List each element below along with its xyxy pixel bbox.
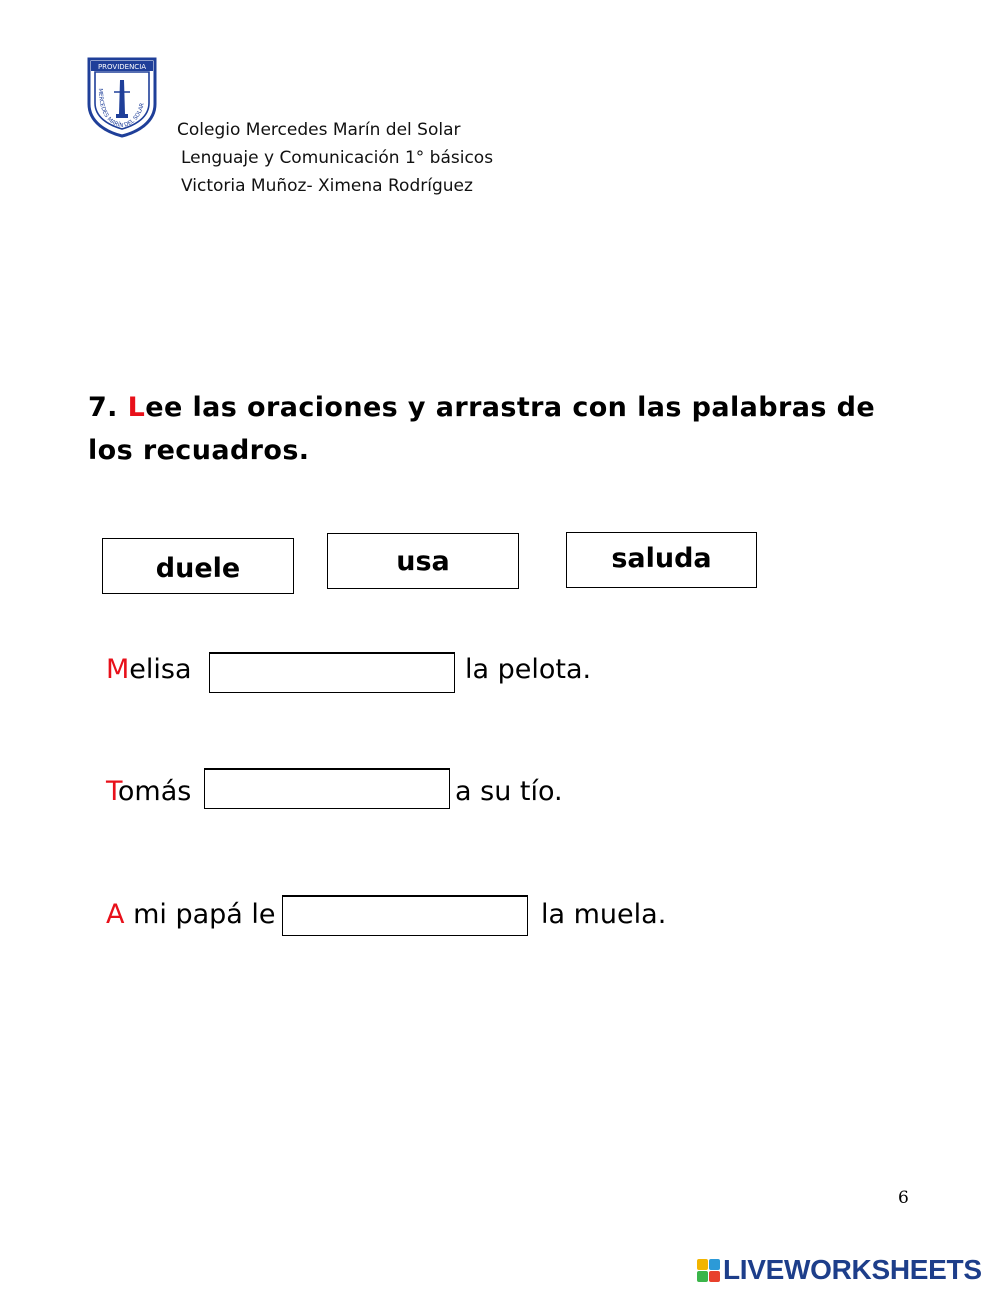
- word-option-saluda[interactable]: saluda: [566, 532, 757, 588]
- teachers-line: Victoria Muñoz- Ximena Rodríguez: [181, 176, 473, 196]
- sentence-1-before: elisa: [129, 654, 192, 685]
- answer-box-2[interactable]: [204, 768, 450, 809]
- sentence-1-start: [106, 654, 192, 685]
- instruction-first-letter: L: [127, 392, 146, 423]
- logo-text-top: PROVIDENCIA: [97, 63, 147, 71]
- answer-box-3[interactable]: [282, 895, 528, 936]
- liveworksheets-icon: [697, 1259, 720, 1282]
- page-number: 6: [898, 1188, 909, 1208]
- word-option-duele[interactable]: duele: [102, 538, 294, 594]
- sentence-2-before: omás: [117, 776, 192, 807]
- instruction-rest: ee las oraciones y arrastra con las palabras de los recuadros.: [88, 392, 876, 466]
- sentence-2-first-letter: T: [106, 776, 118, 807]
- subject-line: Lenguaje y Comunicación 1° básicos: [181, 148, 494, 168]
- logo-text-ring: MERCEDES MARÍN DEL SOLAR: [96, 88, 146, 130]
- sentence-3-before: mi papá le: [124, 899, 276, 930]
- school-name: Colegio Mercedes Marín del Solar: [177, 120, 461, 140]
- brand-name: LIVEWORKSHEETS: [723, 1254, 982, 1285]
- school-logo: [86, 56, 158, 138]
- sentence-3-after: la muela.: [541, 899, 667, 930]
- word-option-usa[interactable]: usa: [327, 533, 519, 589]
- sentence-3-first-letter: A: [106, 899, 125, 930]
- sentence-2-start: [106, 776, 191, 807]
- sentence-2-after: a su tío.: [455, 776, 563, 807]
- sentence-1-after: la pelota.: [465, 654, 592, 685]
- sentence-3-start: [106, 899, 276, 930]
- question-number: 7.: [88, 392, 128, 423]
- liveworksheets-brand[interactable]: [697, 1254, 982, 1286]
- sentence-1-first-letter: M: [106, 654, 130, 685]
- answer-box-1[interactable]: [209, 652, 455, 693]
- instruction-text: [88, 386, 888, 472]
